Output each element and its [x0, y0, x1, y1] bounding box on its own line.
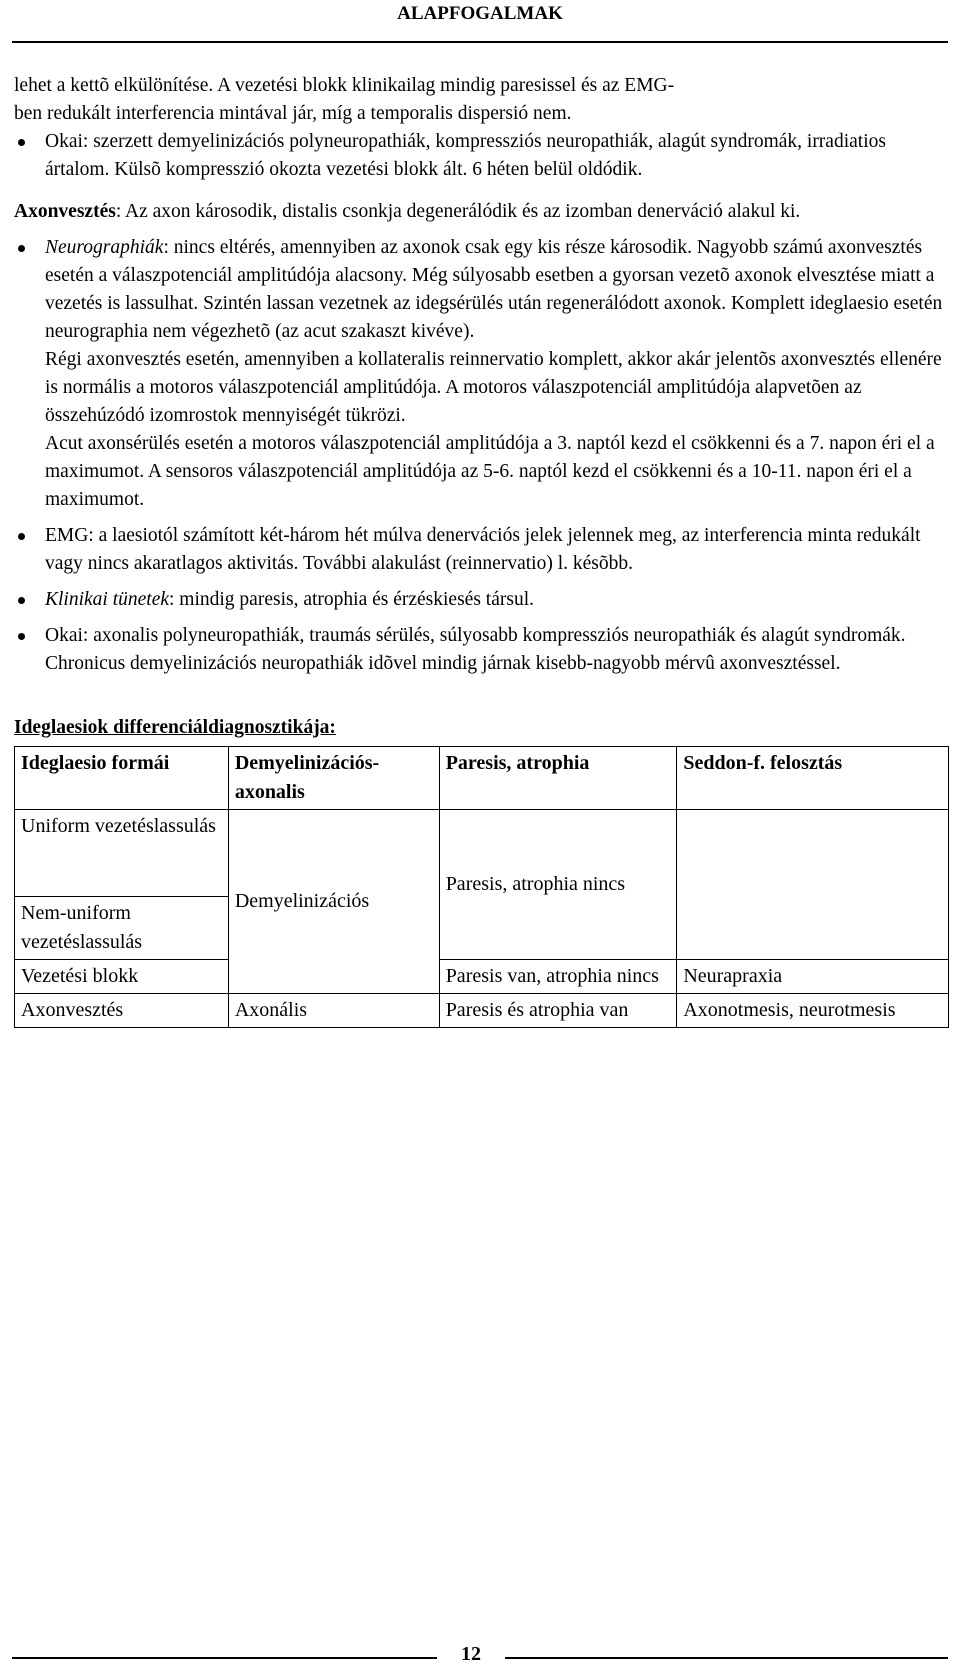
page-number: 12	[461, 1643, 481, 1665]
list-item	[14, 586, 944, 614]
table-row	[15, 810, 949, 897]
neurographiak-term: Neurographiák	[45, 237, 164, 258]
table-heading: Ideglaesiok differenciáldiagnosztikája:	[14, 717, 336, 738]
page-content	[14, 72, 944, 1028]
differential-table	[14, 746, 949, 1028]
table-cell: Nem-uniform vezetéslassulás	[15, 897, 229, 960]
list-item	[14, 622, 944, 678]
header-cell: Ideglaesio formái	[15, 747, 229, 810]
table-cell: Neurapraxia	[677, 960, 949, 994]
list-item	[14, 522, 944, 578]
table-cell-demyelin: Demyelinizációs	[228, 810, 439, 994]
running-header: ALAPFOGALMAK	[397, 3, 563, 24]
bullet-icon	[18, 245, 25, 252]
bullet-icon	[18, 597, 25, 604]
table-row	[15, 994, 949, 1028]
intro-line-2: ben redukált interferencia mintával jár, míg a temporalis dispersió nem.	[14, 103, 572, 124]
table-cell: Vezetési blokk	[15, 960, 229, 994]
axon-bullet-list	[14, 234, 944, 678]
list-item	[14, 234, 944, 514]
okai-axon-text: Okai: axonalis polyneuropathiák, traumás sérülés, súlyosabb kompressziós neuropathiák és alagút syndromák. Chronicus demyelinizációs neuropathiák idõvel mindig járnak kisebb-nagyobb mérvû axonvesztéssel.	[45, 625, 906, 674]
header-rule	[12, 41, 948, 43]
table-cell: Axonvesztés	[15, 994, 229, 1028]
header-cell: Paresis, atrophia	[439, 747, 677, 810]
axonvesztes-text: : Az axon károsodik, distalis csonkja degenerálódik és az izomban denerváció alakul ki.	[115, 201, 801, 222]
table-row	[15, 960, 949, 994]
block-bullet-list	[14, 128, 944, 184]
klinikai-text: : mindig paresis, atrophia és érzéskiesés társul.	[169, 589, 534, 610]
neurographiak-paragraph-2: Régi axonvesztés esetén, amennyiben a kollateralis reinnervatio komplett, akkor akár jelentõs axonvesztés ellenére is normális a motoros válaszpotenciál amplitúdója. A motoros válaszpotenciál amplitúdója alapvetõen az összehúzódó izomrostok mennyiségét tükrözi.	[45, 349, 942, 426]
emg-text: EMG: a laesiotól számított két-három hét múlva denervációs jelek jelennek meg, az interferencia minta redukált vagy nincs akaratlagos aktivitás. További alakulást (reinnervatio) l. késõbb.	[45, 525, 921, 574]
header-cell: Demyelinizációs-axonalis	[228, 747, 439, 810]
footer-rule-right	[505, 1657, 948, 1659]
axonvesztes-term: Axonvesztés	[14, 201, 116, 222]
bullet-icon	[18, 139, 25, 146]
table-cell: Paresis és atrophia van	[439, 994, 677, 1028]
okai-demyelin-text: Okai: szerzett demyelinizációs polyneuropathiák, kompressziós neuropathiák, alagút syndromák, irradiatios ártalom. Külsõ kompresszió okozta vezetési blokk ált. 6 héten belül oldódik.	[45, 131, 886, 180]
intro-line-1: lehet a kettõ elkülönítése. A vezetési blokk klinikailag mindig paresissel és az EMG-	[14, 75, 675, 96]
footer-rule-left	[12, 1657, 437, 1659]
table-cell: Paresis van, atrophia nincs	[439, 960, 677, 994]
table-cell-paresis-group: Paresis, atrophia nincs	[439, 810, 677, 960]
neurographiak-text: : nincs eltérés, amennyiben az axonok csak egy kis része károsodik. Nagyobb számú axonvesztés esetén a válaszpotenciál amplitúdója alacsony. Még súlyosabb esetben a gyorsan vezetõ axonok elvesztése miatt a vezetés is lassulhat. Szintén lassan vezetnek az idegsérülés után regenerálódott axonok. Komplett ideglaesio esetén neurographia nem végezhetõ (az acut szakaszt kivéve).	[45, 237, 943, 342]
table-cell: Axonális	[228, 994, 439, 1028]
list-item	[14, 128, 944, 184]
bullet-icon	[18, 533, 25, 540]
klinikai-term: Klinikai tünetek	[45, 589, 170, 610]
axonvesztes-paragraph	[14, 198, 944, 226]
bullet-icon	[18, 633, 25, 640]
table-cell: Axonotmesis, neurotmesis	[677, 994, 949, 1028]
table-header-row	[15, 747, 949, 810]
table-cell: Uniform vezetéslassulás	[15, 810, 229, 897]
table-cell-empty	[677, 810, 949, 960]
neurographiak-paragraph-3: Acut axonsérülés esetén a motoros válaszpotenciál amplitúdója a 3. naptól kezd el csökkenni és a 7. napon éri el a maximumot. A sensoros válaszpotenciál amplitúdója az 5-6. naptól kezd el csökkenni és a 10-11. napon éri el a maximumot.	[45, 433, 935, 510]
header-cell: Seddon-f. felosztás	[677, 747, 949, 810]
